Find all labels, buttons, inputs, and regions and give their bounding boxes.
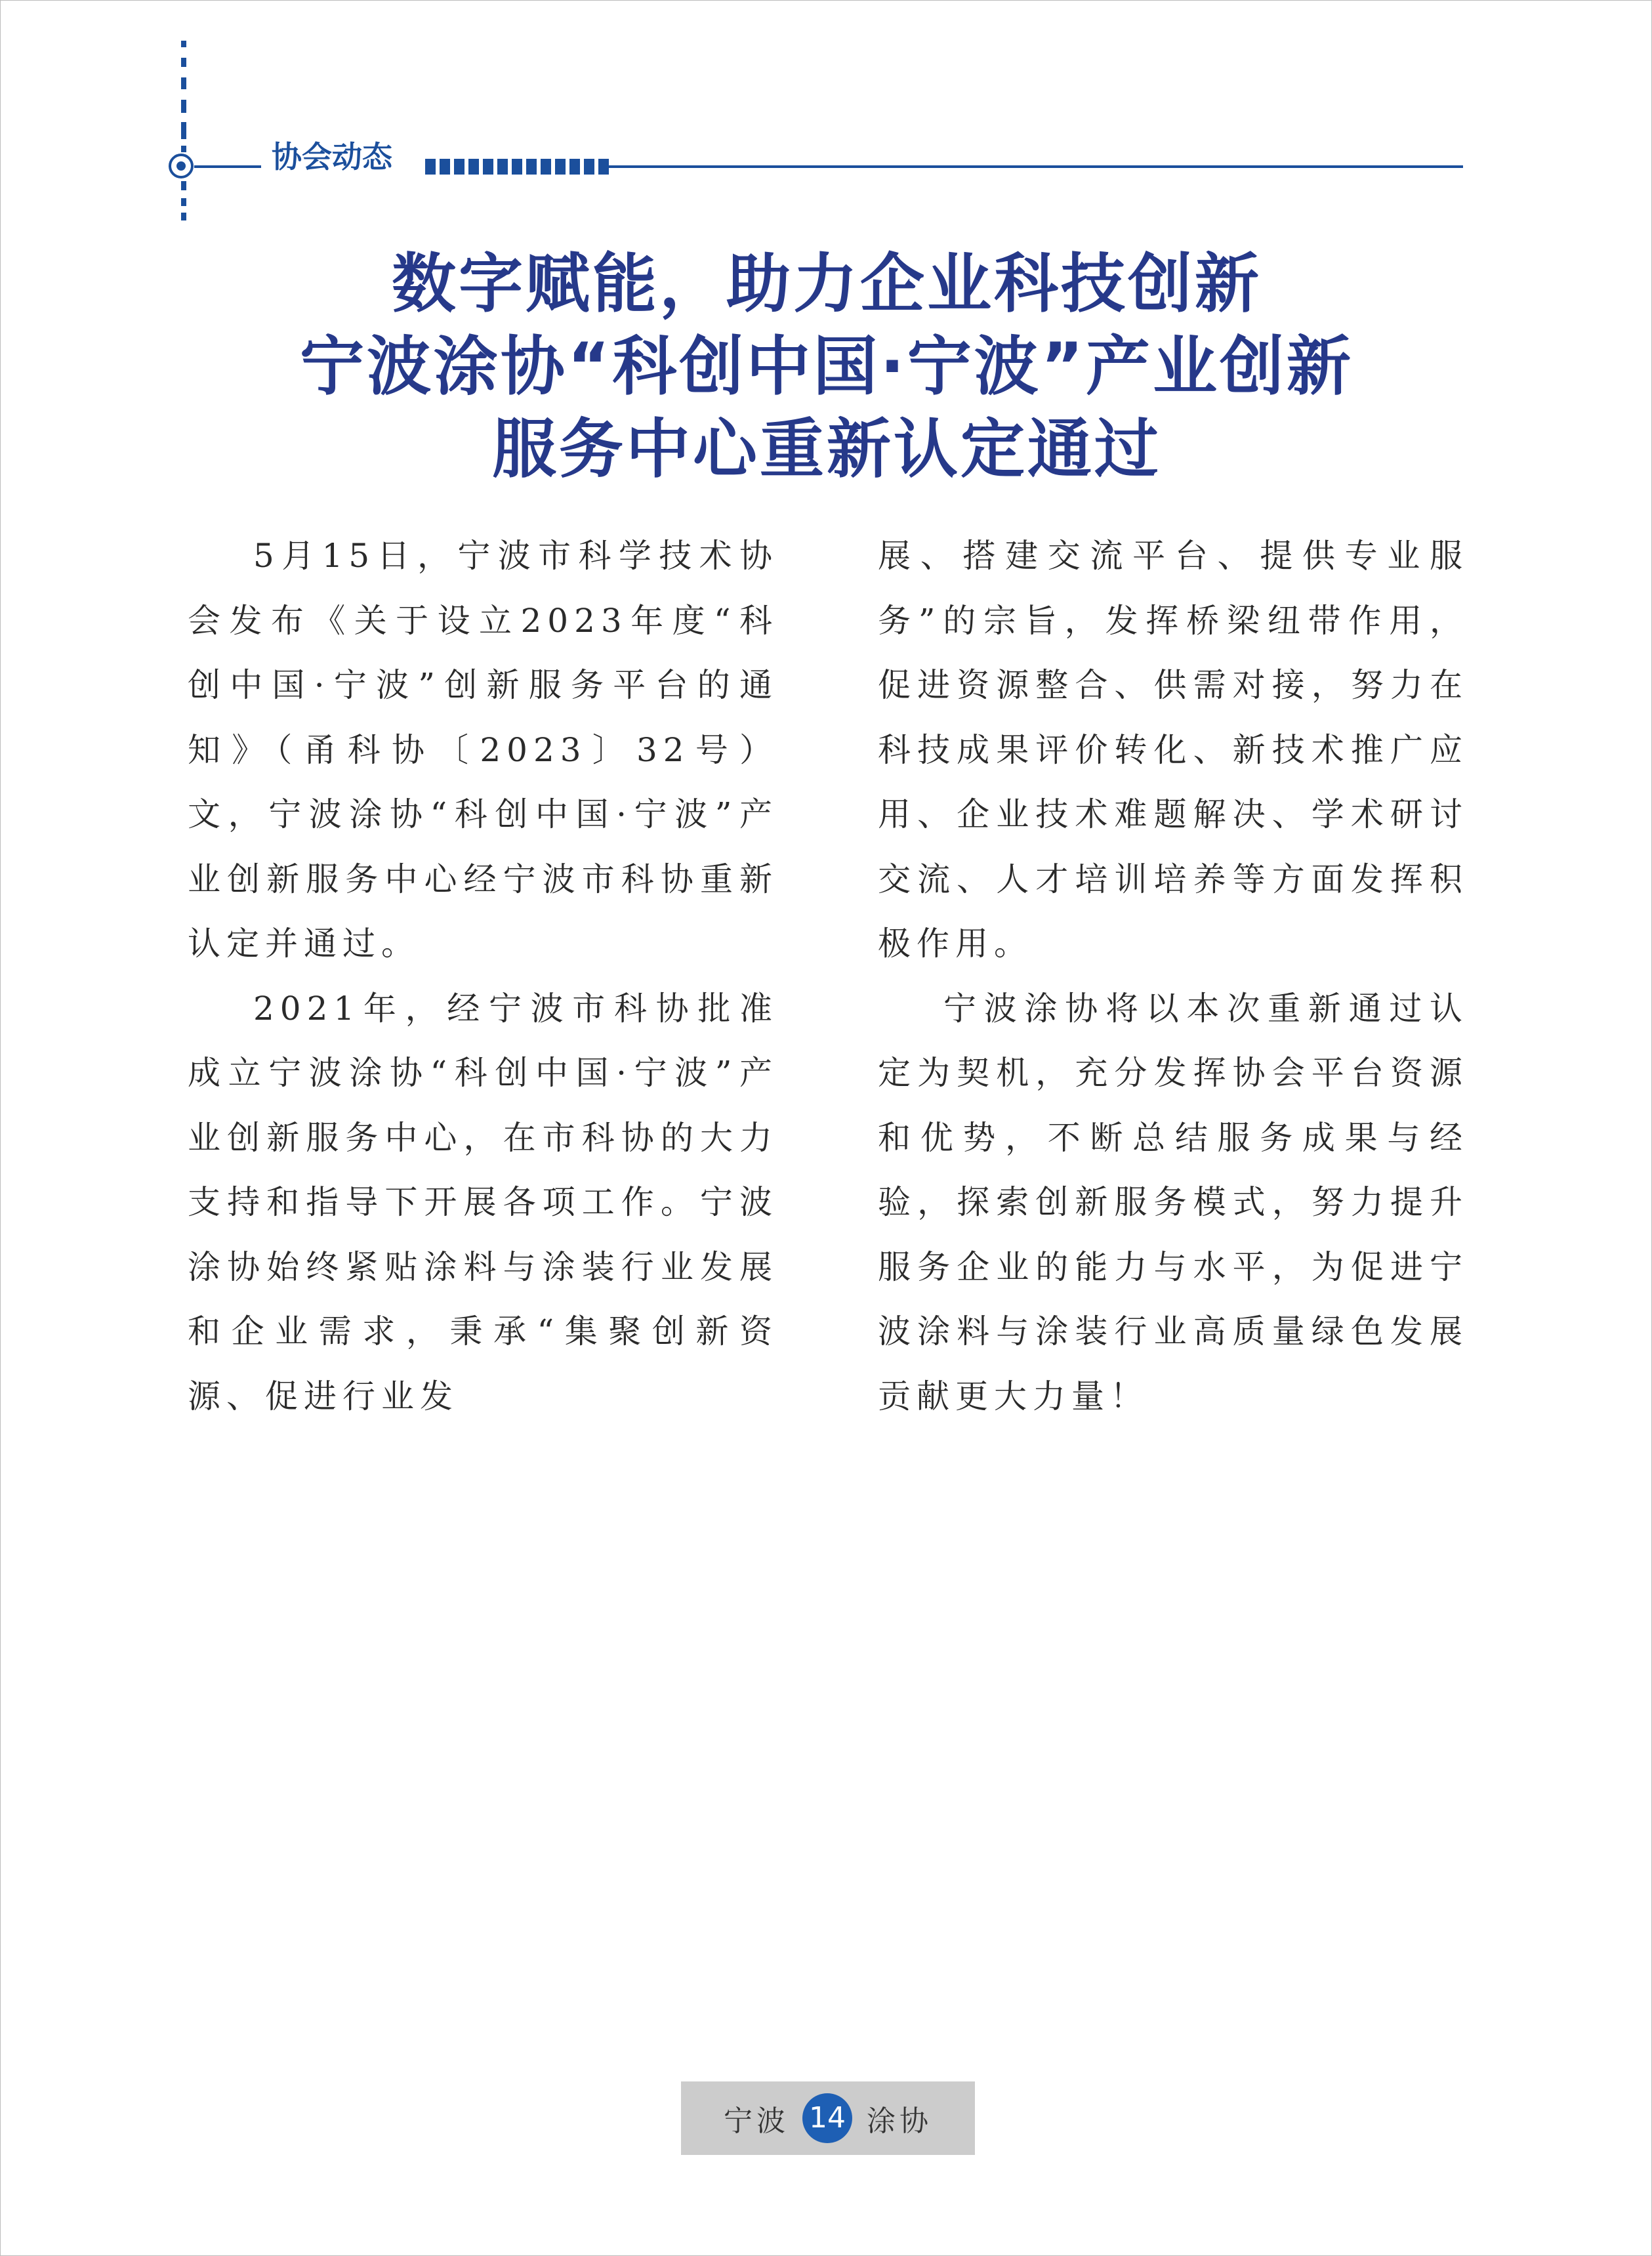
text-line: 〔2023〕32号）文，宁波涂协 xyxy=(188,730,779,833)
body-column-right xyxy=(878,524,1468,1429)
title-line-2: 宁波涂协“科创中国·宁波”产业创新 xyxy=(299,329,1354,404)
text-line: 决、学术研讨交流、人才培训培 xyxy=(878,795,1469,898)
text-line: 5月15日，宁波市科学技术 xyxy=(253,537,739,575)
text-line: 协的大力支持和指导下开展各项 xyxy=(188,1118,779,1221)
footer-left-text: 宁波 xyxy=(724,2104,789,2138)
title-line-1: 数字赋能，助力企业科技创新 xyxy=(391,247,1262,322)
text-line: 力提升服务企业的能力与水平， xyxy=(878,1183,1469,1286)
header-rule-left xyxy=(194,165,261,168)
body-column-left xyxy=(188,524,778,1429)
text-line: 资源和优势，不断总结服务成果 xyxy=(878,1054,1469,1157)
text-line: 努力在科技成果评价转化、新技 xyxy=(878,666,1469,769)
text-line: 2021年，经宁波市科协批准 xyxy=(253,989,778,1028)
page-number-badge: 14 xyxy=(802,2093,852,2143)
text-line: 波”产业创新服务中心，在市科 xyxy=(188,1054,778,1157)
paragraph-2-continued xyxy=(878,524,1468,976)
text-line: “科创中国·宁波”创新服务平 xyxy=(188,601,779,704)
title-line-3: 服务中心重新认定通过 xyxy=(491,412,1161,487)
text-line: 宁波涂协将以本次重新通过 xyxy=(943,989,1430,1028)
header-rule-right xyxy=(609,165,1463,168)
text-line: 术推广应用、企业技术难题解 xyxy=(878,730,1469,833)
text-line: 用，促进资源整合、供需对接， xyxy=(878,601,1469,704)
text-line: 养等方面发挥积极作用。 xyxy=(878,860,1469,963)
text-line: 台的通知》（甬科协 xyxy=(188,666,778,769)
text-line: 务”的宗旨，发挥桥梁纽带作 xyxy=(878,601,1390,640)
header-square-strip xyxy=(425,159,609,175)
text-line: “科创中国·宁波”产业创新服 xyxy=(188,795,778,898)
paragraph-2 xyxy=(188,976,778,1429)
article-title xyxy=(184,243,1470,491)
text-line: 与经验，探索创新服务模式，努 xyxy=(878,1118,1469,1221)
text-line: 认定为契机，充分发挥协会平台 xyxy=(878,989,1468,1092)
text-line: 协会发布《关于设立2023年度 xyxy=(188,537,778,640)
text-line: 工作。宁波涂协始终紧贴涂料与 xyxy=(188,1183,779,1286)
text-line: 量绿色发展贡献更大力量！ xyxy=(878,1312,1469,1415)
text-line: 为促进宁波涂料与涂装行业高质 xyxy=(878,1247,1469,1350)
text-line: 展、搭建交流平台、提供专业服 xyxy=(878,537,1468,575)
section-label: 协会动态 xyxy=(272,139,392,175)
target-circle-icon xyxy=(169,154,194,178)
text-line: 通过。 xyxy=(304,925,420,963)
paragraph-3 xyxy=(878,976,1468,1429)
page-footer xyxy=(681,2081,975,2155)
text-line: 成立宁波涂协“科创中国·宁 xyxy=(188,1054,675,1092)
text-line: 涂装行业发展和企业需求，秉承 xyxy=(188,1247,779,1350)
text-line: 务中心经宁波市科协重新认定并 xyxy=(188,860,779,963)
text-line: “集聚创新资源、促进行业发 xyxy=(188,1312,778,1415)
paragraph-1 xyxy=(188,524,778,976)
header-dotted-rule xyxy=(181,41,186,220)
footer-right-text: 涂协 xyxy=(867,2104,932,2138)
